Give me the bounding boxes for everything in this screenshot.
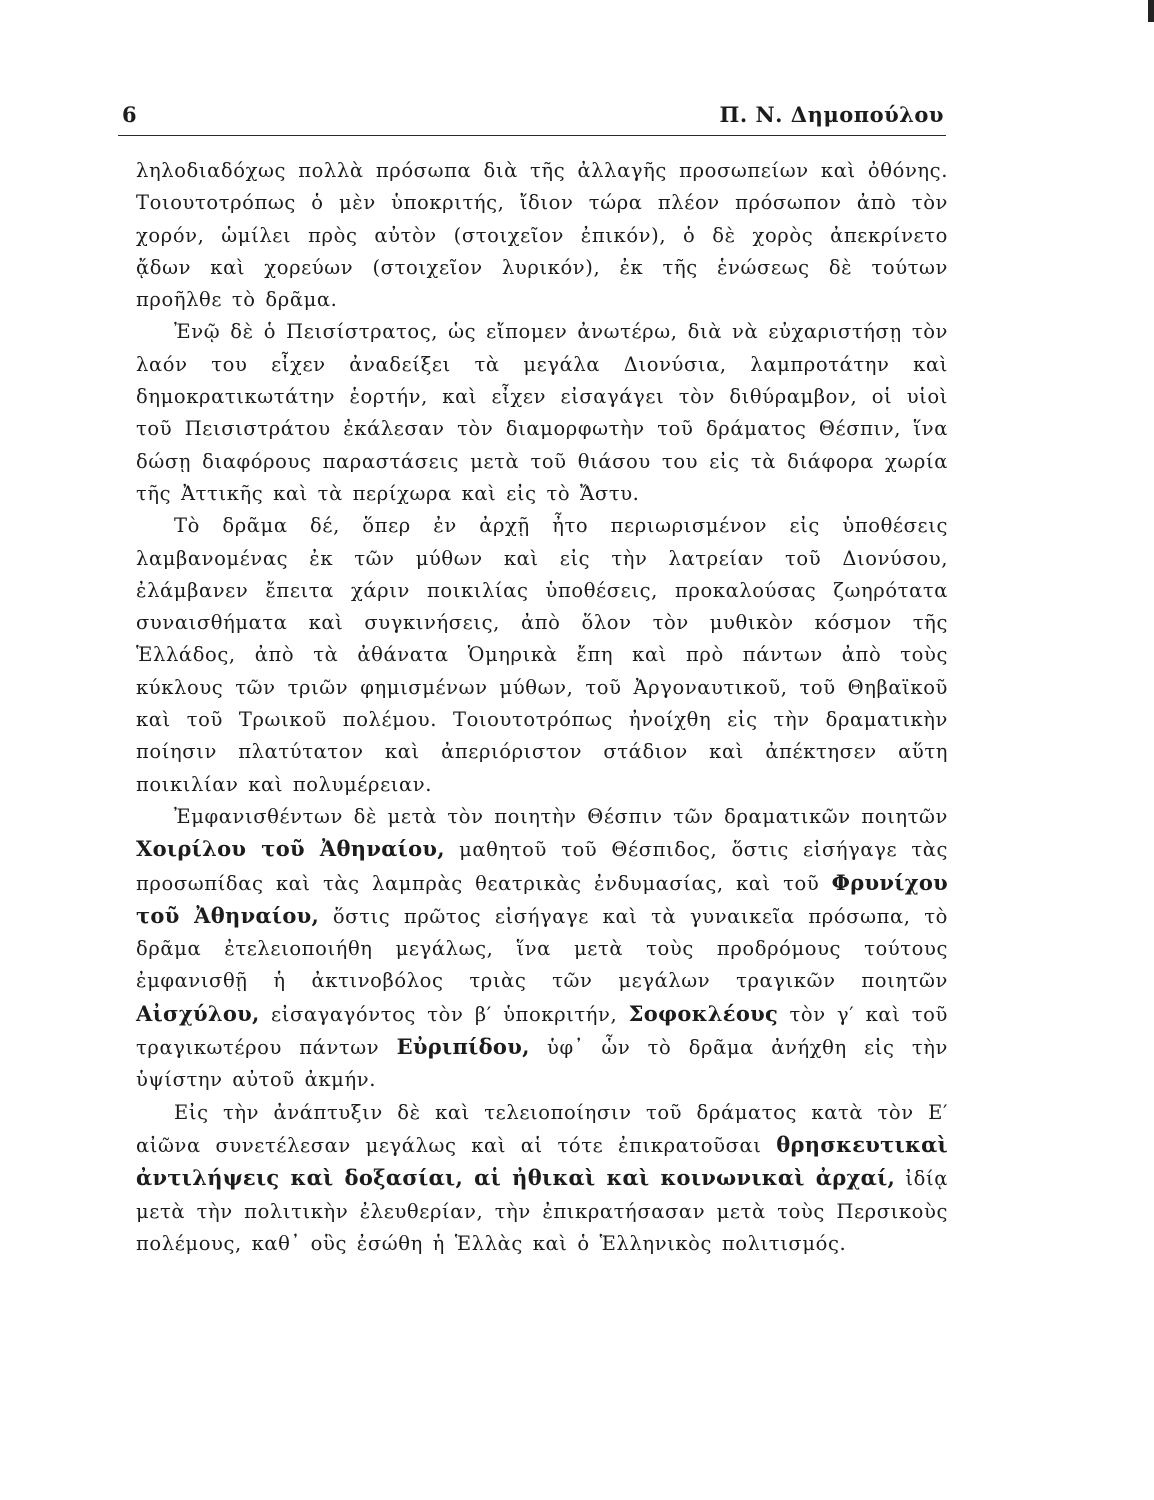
text-run: ὑφ᾽ ὧν τὸ δρᾶμα ἀνήχθη εἰς τὴν ὑψίστην αὐτοῦ ἀκμήν. <box>136 1036 948 1092</box>
running-header <box>118 96 946 136</box>
paragraph <box>136 801 948 1097</box>
bold-phrase: θρησκευτικαὶ ἀντιλήψεις καὶ δοξασίαι, αἱ ἠθικαὶ καὶ κοινωνικαὶ ἀρχαί, <box>136 1131 948 1191</box>
scan-corner-mark <box>1148 0 1154 22</box>
paragraph <box>136 155 948 316</box>
text-run: ὅστις πρῶτος εἰσήγαγε καὶ τὰ γυναικεῖα πρόσωπα, τὸ δρᾶμα ἐτελειοποιήθη μεγάλως, ἵνα μετὰ τοὺς προδρόμους τούτους ἐμφανισθῇ ἡ ἀκτινοβόλος τριὰς τῶν μεγάλων τραγικῶν ποιητῶν <box>136 904 948 993</box>
bold-phrase: Αἰσχύλου, <box>136 1000 260 1026</box>
text-run: Ἐνῷ δὲ ὁ Πεισίστρατος, ὡς εἴπομεν ἀνωτέρω, διὰ νὰ εὐχαριστήσῃ τὸν λαόν του εἶχεν ἀναδείξει τὰ μεγάλα Διονύσια, λαμπροτάτην καὶ δημοκρατικωτάτην ἑορτήν, καὶ εἶχεν εἰσαγάγει τὸν διθύραμβον, οἱ υἱοὶ τοῦ Πεισιστράτου ἐκάλεσαν τὸν διαμορφωτὴν τοῦ δράματος Θέσπιν, ἵνα δώσῃ διαφόρους παραστάσεις μετὰ τοῦ θιάσου του εἰς τὰ διάφορα χωρία τῆς Ἀττικῆς καὶ τὰ περίχωρα καὶ εἰς τὸ Ἄστυ. <box>136 320 948 505</box>
header-rule <box>118 135 946 136</box>
paragraph <box>136 316 948 510</box>
paragraph <box>136 1097 948 1260</box>
page-number: 6 <box>122 102 137 127</box>
running-header-author: Π. Ν. Δημοπούλου <box>719 102 944 127</box>
text-run: ἰδίᾳ μετὰ τὴν πολιτικὴν ἐλευθερίαν, τὴν ἐπικρατήσασαν μετὰ τοὺς Περσικοὺς πολέμους, καθ᾽ οὓς ἐσώθη ἡ Ἑλλὰς καὶ ὁ Ἑλληνικὸς πολιτισμός. <box>136 1167 948 1255</box>
paragraph <box>136 510 948 801</box>
text-run: Εἰς τὴν ἀνάπτυξιν δὲ καὶ τελειοποίησιν τοῦ δράματος κατὰ τὸν Ε′ αἰῶνα συνετέλεσαν μεγάλως καὶ αἱ τότε ἐπικρατοῦσαι <box>136 1100 948 1157</box>
text-run: τὸν γ′ καὶ τοῦ τραγικωτέρου πάντων <box>136 1002 948 1060</box>
text-run: εἰσαγαγόντος τὸν β′ ὑποκριτήν, <box>259 1002 629 1026</box>
bold-phrase: Φρυνίχου τοῦ Ἀθηναίου, <box>136 869 948 928</box>
body-text <box>136 155 948 1260</box>
text-run: Τὸ δρᾶμα δέ, ὅπερ ἐν ἀρχῇ ἦτο περιωρισμένον εἰς ὑποθέσεις λαμβανομένας ἐκ τῶν μύθων καὶ εἰς τὴν λατρείαν τοῦ Διονύσου, ἐλάμβανεν ἔπειτα χάριν ποικιλίας ὑποθέσεις, προκαλούσας ζωηρότατα συναισθήματα καὶ συγκινήσεις, ἀπὸ ὅλον τὸν μυθικὸν κόσμον τῆς Ἑλλάδος, ἀπὸ τὰ ἀθάνατα Ὁμηρικὰ ἔπη καὶ πρὸ πάντων ἀπὸ τοὺς κύκλους τῶν τριῶν φημισμένων μύθων, τοῦ Ἀργοναυτικοῦ, τοῦ Θηβαϊκοῦ καὶ τοῦ Τρωικοῦ πολέμου. Τοιουτοτρόπως ἠνοίχθη εἰς τὴν δραματικὴν ποίησιν πλατύτατον καὶ ἀπεριόριστον στάδιον καὶ ἀπέκτησεν αὕτη ποικιλίαν καὶ πολυμέρειαν. <box>136 514 948 796</box>
text-run: Ἐμφανισθέντων δὲ μετὰ τὸν ποιητὴν Θέσπιν τῶν δραματικῶν ποιητῶν <box>174 804 948 828</box>
bold-phrase: Χοιρίλου τοῦ Ἀθηναίου, <box>136 836 445 862</box>
text-run: μαθητοῦ τοῦ Θέσπιδος, ὅστις εἰσήγαγε τὰς προσωπίδας καὶ τὰς λαμπρὰς θεατρικὰς ἐνδυμασίας, καὶ τοῦ <box>136 838 948 895</box>
text-run: ληλοδιαδόχως πολλὰ πρόσωπα διὰ τῆς ἀλλαγῆς προσωπείων καὶ ὀθόνης. Τοιουτοτρόπως ὁ μὲν ὑποκριτής, ἴδιον τώρα πλέον πρόσωπον ἀπὸ τὸν χορόν, ὡμίλει πρὸς αὐτὸν (στοιχεῖον ἐπικόν), ὁ δὲ χορὸς ἀπεκρίνετο ᾄδων καὶ χορεύων (στοιχεῖον λυρικόν), ἐκ τῆς ἑνώσεως δὲ τούτων προῆλθε τὸ δρᾶμα. <box>136 159 948 312</box>
bold-phrase: Σοφοκλέους <box>628 1000 779 1026</box>
bold-phrase: Εὐριπίδου, <box>396 1034 530 1060</box>
